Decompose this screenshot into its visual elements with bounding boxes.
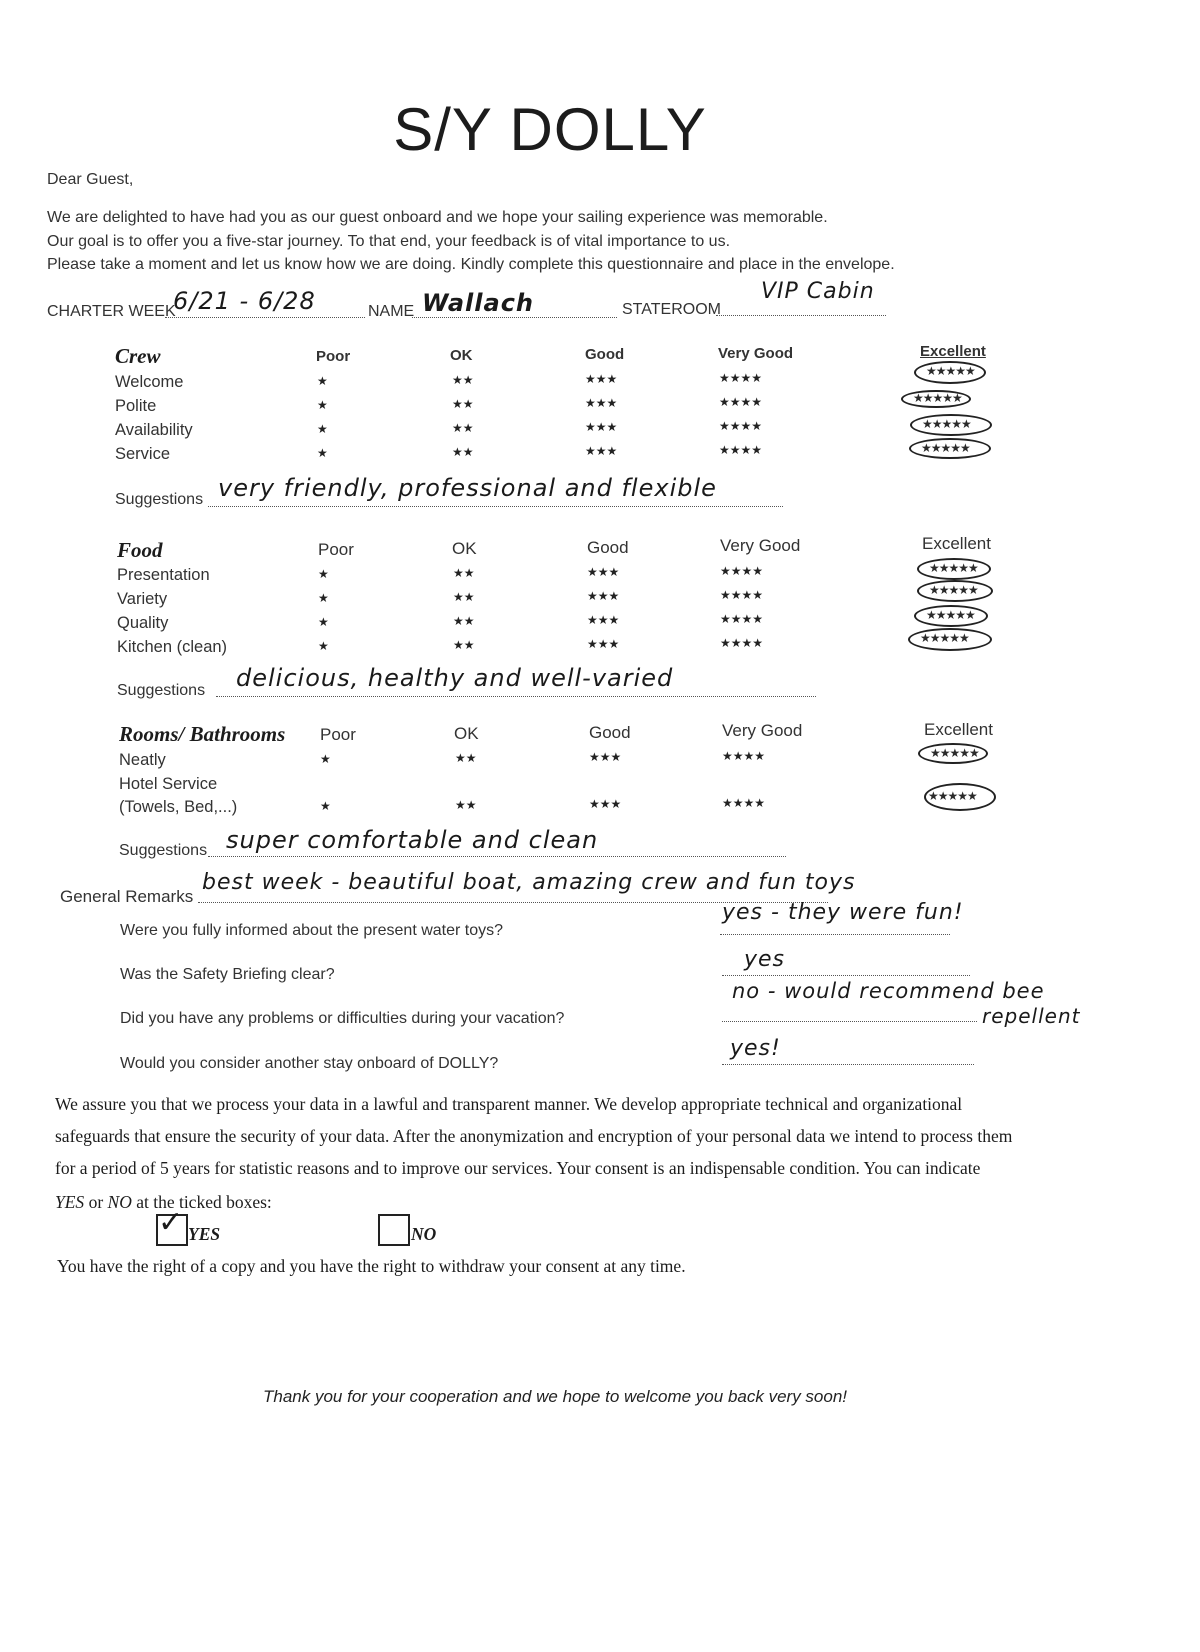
answer-field[interactable] [720,900,964,935]
rating-excellent-circled[interactable] [914,605,988,627]
rating-ok[interactable]: ★★ [453,638,475,652]
crew-suggestions-value: very friendly, professional and flexible [218,474,717,502]
row-label: Quality [117,614,169,632]
rating-poor[interactable]: ★ [318,591,329,605]
rating-excellent: ★★★★★ [930,746,979,760]
intro-line: Our goal is to offer you a five-star journey. To that end, your feedback is of vital importance to us. [47,233,731,250]
column-header-poor: Poor [320,725,356,744]
column-header-excellent: Excellent [920,343,986,360]
rating-good[interactable]: ★★★ [587,565,620,579]
rating-excellent: ★★★★★ [913,391,962,405]
rating-very-good[interactable]: ★★★★ [720,612,764,626]
row-label: Variety [117,590,168,608]
stateroom-label: STATEROOM [622,301,721,318]
rating-good[interactable]: ★★★ [589,750,622,764]
greeting: Dear Guest, [47,171,134,188]
row-label: Polite [115,397,157,415]
general-remarks-label: General Remarks [60,887,194,906]
rating-good[interactable]: ★★★ [587,589,620,603]
answer-field[interactable] [722,947,970,976]
column-header-ok: OK [452,539,477,558]
section-title-crew: Crew [115,344,161,368]
food-suggestions-field[interactable] [216,664,816,697]
column-header-poor: Poor [318,540,354,559]
answer-value: yes - they were fun! [722,900,964,925]
rating-poor[interactable]: ★ [318,639,329,653]
no-word: NO [107,1192,132,1212]
stateroom-value: VIP Cabin [761,279,875,304]
charter-week-label: CHARTER WEEK [47,303,176,320]
or-word: or [84,1192,108,1212]
rating-ok[interactable]: ★★ [452,445,474,459]
column-header-very-good: Very Good [722,721,803,740]
row-label: Presentation [117,566,210,584]
answer-value-continued: repellent [982,1004,1081,1028]
rating-ok[interactable]: ★★ [452,373,474,387]
row-label: Availability [115,421,193,439]
rating-excellent: ★★★★★ [922,417,971,431]
consent-no-label: NO [411,1224,437,1244]
column-header-poor: Poor [316,348,351,365]
charter-week-value: 6/21 - 6/28 [173,287,316,315]
rating-excellent: ★★★★★ [920,631,969,645]
rating-ok[interactable]: ★★ [453,614,475,628]
rating-ok[interactable]: ★★ [453,566,475,580]
rating-excellent-circled[interactable] [910,414,992,436]
rating-excellent-circled[interactable] [901,390,971,408]
rooms-suggestions-field[interactable] [208,826,786,857]
intro-line: We are delighted to have had you as our guest onboard and we hope your sailing experience was memorable. [47,209,828,226]
consent-yes-label: YES [188,1224,221,1244]
rating-very-good[interactable]: ★★★★ [719,371,763,385]
rating-ok[interactable]: ★★ [452,421,474,435]
stateroom-field[interactable] [716,279,886,316]
general-remarks-value: best week - beautiful boat, amazing crew and fun toys [202,870,856,895]
rating-very-good[interactable]: ★★★★ [719,419,763,433]
row-label: Neatly [119,751,166,769]
rating-good[interactable]: ★★★ [585,396,618,410]
column-header-ok: OK [450,347,473,364]
answer-field[interactable] [722,979,1045,1022]
question-text: Would you consider another stay onboard of DOLLY? [120,1055,499,1072]
column-header-very-good: Very Good [718,345,794,362]
row-label: Service [115,445,171,463]
rating-very-good[interactable]: ★★★★ [722,749,766,763]
rating-good[interactable]: ★★★ [587,613,620,627]
rating-poor[interactable]: ★ [318,615,329,629]
column-header-ok: OK [454,724,479,743]
row-label: Welcome [115,373,184,391]
rating-very-good[interactable]: ★★★★ [719,395,763,409]
rooms-suggestions-label: Suggestions [119,842,208,859]
charter-week-field[interactable] [165,287,365,318]
rating-ok[interactable]: ★★ [452,397,474,411]
answer-value: no - would recommend bee [732,979,1045,1003]
consent-rights: You have the right of a copy and you have the right to withdraw your consent at any time. [57,1256,686,1276]
answer-value: yes! [730,1036,781,1061]
rating-poor[interactable]: ★ [318,567,329,581]
rating-very-good[interactable]: ★★★★ [719,443,763,457]
column-header-good: Good [585,346,625,363]
crew-suggestions-label: Suggestions [115,491,204,508]
rating-excellent-circled[interactable] [909,438,991,459]
rating-ok[interactable]: ★★ [455,798,477,812]
instruction-rest: at the ticked boxes: [131,1192,272,1212]
rating-good[interactable]: ★★★ [585,372,618,386]
rating-excellent: ★★★★★ [921,441,970,455]
rating-excellent: ★★★★★ [928,789,977,803]
answer-field[interactable] [722,1036,974,1065]
rating-poor[interactable]: ★ [317,398,328,412]
rating-excellent-circled[interactable] [917,580,993,602]
rating-excellent-circled[interactable] [918,743,988,764]
rating-very-good[interactable]: ★★★★ [720,564,764,578]
column-header-very-good: Very Good [720,536,801,555]
question-text: Were you fully informed about the present water toys? [120,922,504,939]
column-header-excellent: Excellent [924,720,993,739]
rating-excellent-circled[interactable] [924,783,996,811]
answer-value: yes [744,947,786,972]
check-mark-icon: ✓ [158,1206,184,1239]
row-label: Kitchen (clean) [117,638,228,656]
name-field[interactable] [412,289,617,318]
rating-poor[interactable]: ★ [317,446,328,460]
rating-excellent: ★★★★★ [929,561,978,575]
row-label-sub: (Towels, Bed,...) [119,798,238,816]
rating-very-good[interactable]: ★★★★ [720,588,764,602]
thank-you-note: Thank you for your cooperation and we hope to welcome you back very soon! [263,1387,848,1406]
consent-no-checkbox[interactable] [378,1214,410,1246]
page-title: S/Y DOLLY [393,96,707,163]
rating-excellent-circled[interactable] [908,628,992,651]
consent-text: for a period of 5 years for statistic reasons and to improve our services. Your consent is an indispensable condition. You can indicate [55,1158,981,1178]
question-text: Was the Safety Briefing clear? [120,966,335,983]
rating-excellent-circled[interactable] [914,361,986,384]
food-suggestions-value: delicious, healthy and well-varied [236,664,674,692]
rating-excellent: ★★★★★ [926,364,975,378]
rating-good[interactable]: ★★★ [587,637,620,651]
name-value: Wallach [422,289,534,317]
yes-word: YES [55,1192,85,1212]
intro-line: Please take a moment and let us know how we are doing. Kindly complete this questionnaire and place in the envelope. [47,256,895,273]
rating-poor[interactable]: ★ [320,799,331,813]
rating-very-good[interactable]: ★★★★ [720,636,764,650]
rating-excellent-circled[interactable] [917,558,991,580]
rating-ok[interactable]: ★★ [453,590,475,604]
crew-suggestions-field[interactable] [208,474,783,507]
rating-poor[interactable]: ★ [320,752,331,766]
rating-good[interactable]: ★★★ [585,444,618,458]
section-title-rooms: Rooms/ Bathrooms [119,722,286,746]
column-header-excellent: Excellent [922,534,991,553]
row-label: Hotel Service [119,775,218,793]
rating-poor[interactable]: ★ [317,422,328,436]
column-header-good: Good [589,723,631,742]
rating-good[interactable]: ★★★ [589,797,622,811]
consent-text: We assure you that we process your data in a lawful and transparent manner. We develop appropriate technical and organizational [55,1094,963,1114]
food-suggestions-label: Suggestions [117,682,206,699]
question-text: Did you have any problems or difficulties during your vacation? [120,1010,565,1027]
rating-excellent: ★★★★★ [926,608,975,622]
rating-good[interactable]: ★★★ [585,420,618,434]
rating-poor[interactable]: ★ [317,374,328,388]
column-header-good: Good [587,538,629,557]
rating-very-good[interactable]: ★★★★ [722,796,766,810]
rating-excellent: ★★★★★ [929,583,978,597]
consent-text: safeguards that ensure the security of your data. After the anonymization and encryption of your personal data we intend to process them [55,1126,1013,1146]
rooms-suggestions-value: super comfortable and clean [226,826,599,854]
rating-ok[interactable]: ★★ [455,751,477,765]
name-label: NAME [368,303,415,320]
section-title-food: Food [117,538,163,562]
